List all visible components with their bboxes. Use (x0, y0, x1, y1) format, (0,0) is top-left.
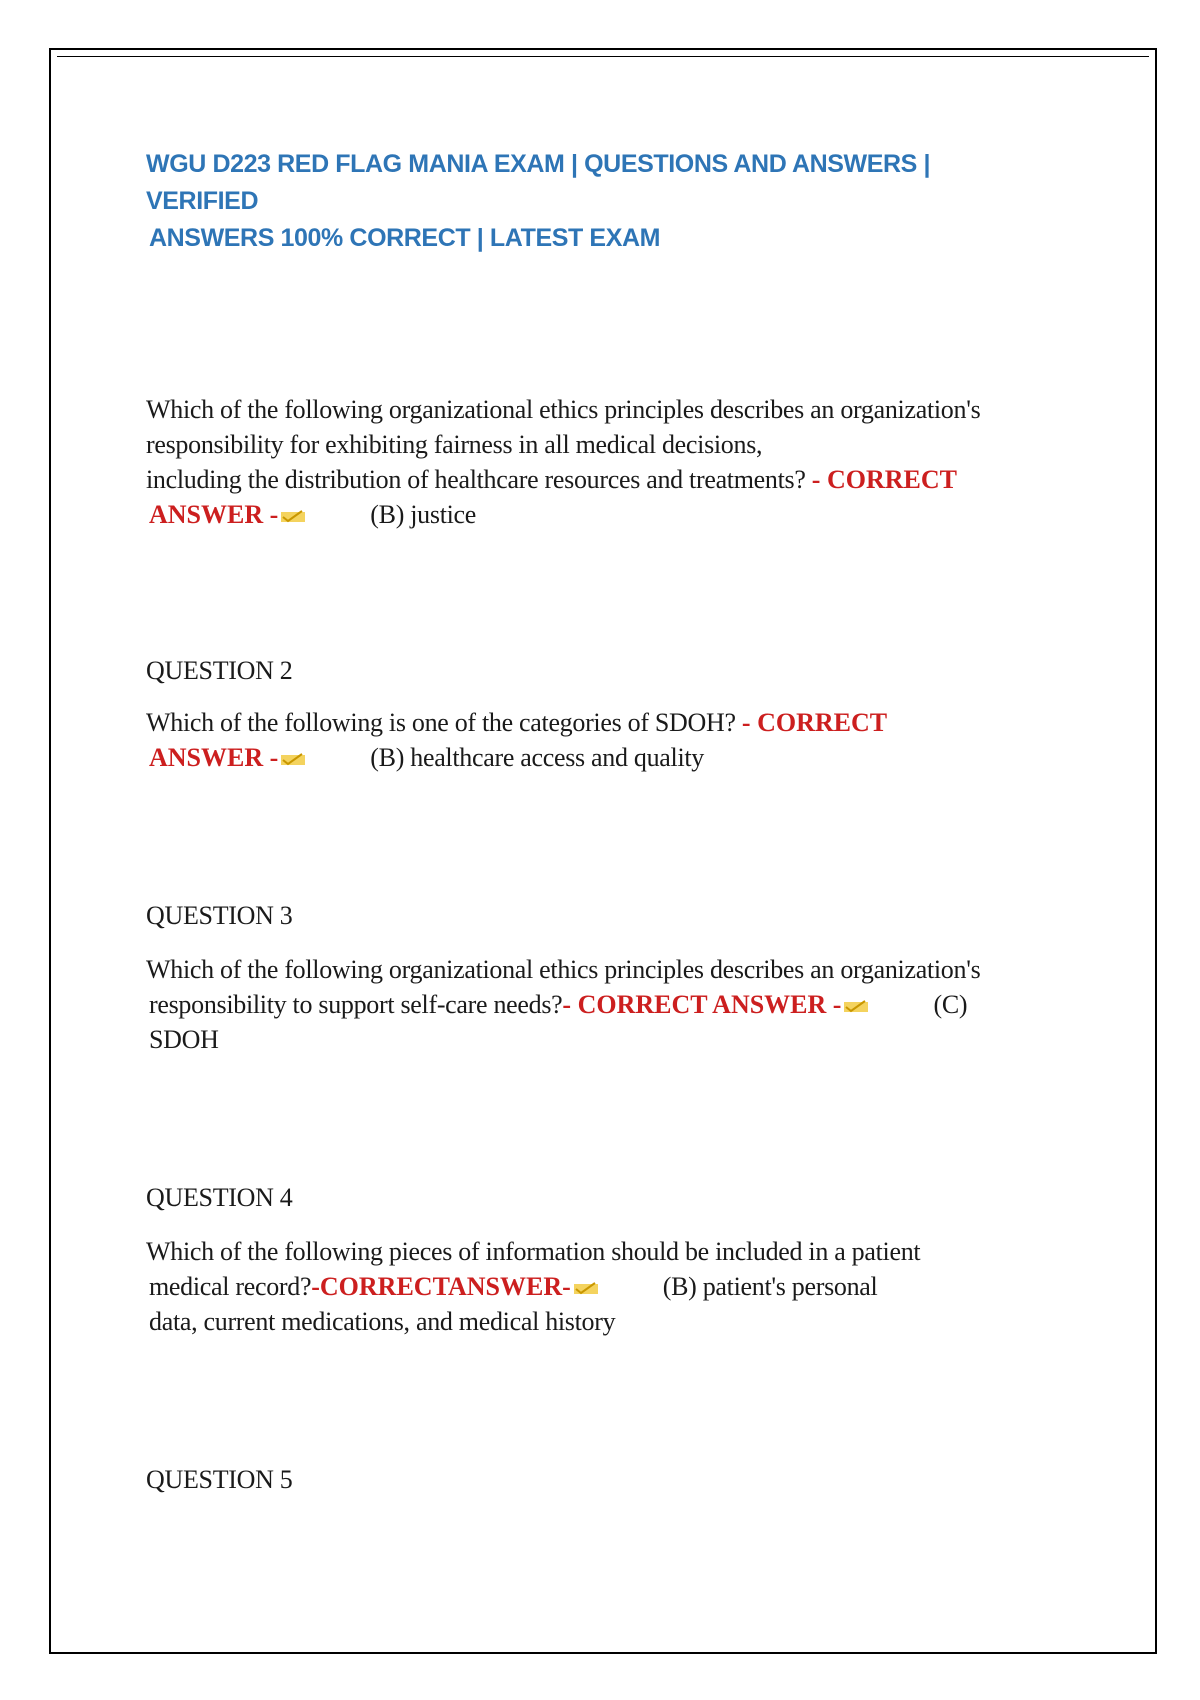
answer-tag: ANSWER - (149, 500, 279, 529)
question-2-label: QUESTION 2 (146, 656, 293, 685)
question-3-answer-part-1: (C) (933, 990, 968, 1019)
check-mark-icon (280, 751, 306, 767)
title-line-2: ANSWERS 100% CORRECT | LATEST EXAM (149, 224, 661, 252)
page-border (49, 48, 1157, 1654)
check-mark-icon (573, 1280, 599, 1296)
answer-tag: ANSWER - (149, 743, 279, 772)
question-1-block (146, 392, 1066, 532)
question-1-text-line-1: Which of the following organizational ethics principles describes an organization's (146, 395, 981, 424)
question-4-block (146, 1234, 1066, 1339)
correct-answer-tag: - CORRECT ANSWER - (562, 990, 842, 1019)
question-4-answer-part-2: data, current medications, and medical history (149, 1307, 616, 1336)
correct-answer-tag: -CORRECTANSWER- (311, 1272, 571, 1301)
question-1-text-line-2: responsibility for exhibiting fairness in all medical decisions, (146, 430, 763, 459)
question-2-block (146, 705, 1066, 775)
question-3-label: QUESTION 3 (146, 901, 293, 930)
document-title (146, 146, 1046, 257)
question-4-text-line-2: medical record? (149, 1272, 312, 1301)
check-mark-icon (280, 508, 306, 524)
title-line-1: WGU D223 RED FLAG MANIA EXAM | QUESTIONS AND ANSWERS | VERIFIED (146, 150, 931, 215)
question-3-text-line-1: Which of the following organizational ethics principles describes an organization's (146, 955, 981, 984)
question-4-label: QUESTION 4 (146, 1183, 293, 1212)
question-4-answer-part-1: (B) patient's personal (662, 1272, 878, 1301)
top-double-rule (57, 56, 1149, 57)
question-5-label: QUESTION 5 (146, 1465, 293, 1494)
check-mark-icon (843, 998, 869, 1014)
question-3-answer-part-2: SDOH (149, 1025, 219, 1054)
question-2-answer: (B) healthcare access and quality (370, 743, 705, 772)
question-3-text-line-2: responsibility to support self-care needs? (149, 990, 563, 1019)
question-2-text: Which of the following is one of the categories of SDOH? (146, 708, 736, 737)
question-3-block (146, 952, 1066, 1057)
correct-tag: - CORRECT (741, 708, 888, 737)
question-4-text-line-1: Which of the following pieces of information should be included in a patient (146, 1237, 921, 1266)
correct-tag: - CORRECT (811, 465, 957, 494)
question-1-answer: (B) justice (370, 500, 477, 529)
question-1-text-line-3: including the distribution of healthcare resources and treatments? (146, 465, 806, 494)
